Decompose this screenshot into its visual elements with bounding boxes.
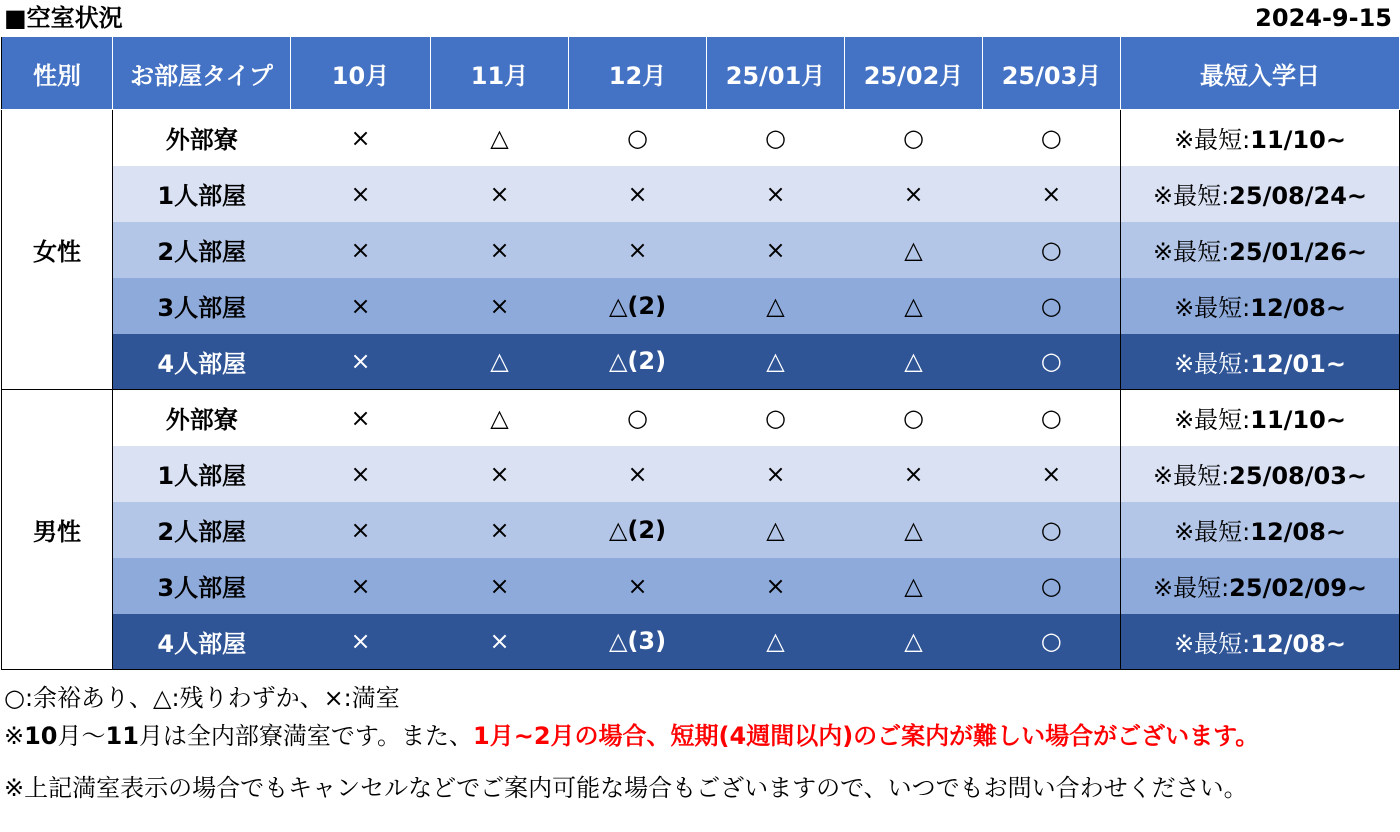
table-row: [2, 110, 1400, 166]
earliest-date-cell: [1121, 446, 1400, 502]
table-row: [2, 502, 1400, 558]
col-header-2503: 25/03月: [983, 37, 1121, 110]
availability-cell: ×: [845, 446, 983, 502]
room-type-cell: 3人部屋: [113, 278, 291, 334]
availability-cell: ○: [983, 110, 1121, 166]
earliest-prefix: ※最短:: [1152, 462, 1230, 490]
table-row: [2, 446, 1400, 502]
availability-cell: ×: [845, 166, 983, 222]
availability-cell: ×: [431, 502, 569, 558]
availability-cell: △: [845, 558, 983, 614]
availability-cell: △: [707, 278, 845, 334]
gender-cell: 女性: [2, 110, 113, 390]
earliest-date-cell: [1121, 558, 1400, 614]
table-row: [2, 334, 1400, 390]
room-type-cell: 1人部屋: [113, 166, 291, 222]
availability-cell: ×: [707, 166, 845, 222]
note-cancellation: ※上記満室表示の場合でもキャンセルなどでご案内可能な場合もございますので、いつでもお問い合わせください。: [4, 774, 1248, 802]
availability-cell: ×: [431, 166, 569, 222]
legend-note: ○:余裕あり、△:残りわずか、×:満室: [4, 684, 400, 712]
availability-cell: ○: [983, 222, 1121, 278]
availability-cell: ×: [431, 558, 569, 614]
room-type-cell: 1人部屋: [113, 446, 291, 502]
availability-cell: ×: [569, 222, 707, 278]
availability-cell: ○: [707, 110, 845, 166]
availability-cell: ○: [983, 502, 1121, 558]
availability-cell: ×: [291, 166, 431, 222]
header-row: [2, 37, 1400, 110]
availability-cell: ×: [291, 334, 431, 390]
page-title: ■空室状況: [4, 4, 123, 32]
room-type-cell: 外部寮: [113, 390, 291, 446]
availability-cell: ×: [569, 446, 707, 502]
availability-cell: △: [845, 334, 983, 390]
note-period-prefix: ※: [4, 722, 25, 750]
earliest-date-value: 12/08~: [1250, 518, 1346, 546]
earliest-date-value: 25/08/24~: [1229, 182, 1368, 210]
col-header-room-type: お部屋タイプ: [113, 37, 291, 110]
top-bar: [0, 0, 1400, 36]
earliest-date-value: 12/08~: [1250, 294, 1346, 322]
room-type-cell: 4人部屋: [113, 614, 291, 670]
note-period-num2: 11: [105, 722, 139, 750]
table-row: [2, 558, 1400, 614]
earliest-date-cell: [1121, 390, 1400, 446]
notes: [4, 672, 1394, 820]
earliest-date-cell: [1121, 166, 1400, 222]
availability-cell: △: [845, 502, 983, 558]
earliest-prefix: ※最短:: [1174, 629, 1251, 658]
availability-cell: ×: [431, 222, 569, 278]
earliest-prefix: ※最短:: [1174, 406, 1251, 435]
earliest-date-value: 12/01~: [1250, 349, 1346, 378]
room-type-cell: 2人部屋: [113, 502, 291, 558]
earliest-date-value: 11/10~: [1250, 406, 1346, 435]
col-header-gender: 性別: [2, 37, 113, 110]
availability-cell: ×: [291, 446, 431, 502]
earliest-date-cell: [1121, 614, 1400, 670]
availability-cell: ○: [707, 390, 845, 446]
availability-cell: ×: [291, 390, 431, 446]
availability-cell: △: [431, 390, 569, 446]
availability-cell: ×: [431, 278, 569, 334]
availability-cell: ○: [983, 558, 1121, 614]
earliest-date-cell: [1121, 334, 1400, 390]
room-type-cell: 4人部屋: [113, 334, 291, 390]
earliest-date-value: 25/08/03~: [1229, 462, 1368, 490]
availability-cell: ×: [569, 166, 707, 222]
availability-cell: △: [845, 614, 983, 670]
availability-cell: ○: [983, 614, 1121, 670]
note-period-text2: 月は全内部寮満室です。また、: [138, 722, 474, 750]
availability-cell: ×: [707, 222, 845, 278]
col-header-nov: 11月: [431, 37, 569, 110]
availability-cell: △: [845, 222, 983, 278]
availability-cell: ○: [983, 334, 1121, 390]
availability-cell: △: [707, 502, 845, 558]
note-period-num1: 10: [24, 722, 58, 750]
availability-cell: ×: [707, 446, 845, 502]
earliest-date-cell: [1121, 278, 1400, 334]
availability-cell: ×: [291, 278, 431, 334]
table-row: [2, 614, 1400, 670]
table-row: [2, 390, 1400, 446]
earliest-date-value: 12/08~: [1250, 629, 1346, 658]
availability-cell: △: [845, 278, 983, 334]
availability-cell: ×: [983, 446, 1121, 502]
availability-cell: △: [431, 110, 569, 166]
col-header-2501: 25/01月: [707, 37, 845, 110]
note-period-text1: 月～: [57, 722, 106, 750]
earliest-date-cell: [1121, 110, 1400, 166]
availability-cell: △(2): [569, 278, 707, 334]
availability-cell: ×: [569, 558, 707, 614]
availability-cell: ×: [291, 222, 431, 278]
availability-cell: ○: [569, 110, 707, 166]
earliest-date-cell: [1121, 502, 1400, 558]
col-header-earliest: 最短入学日: [1121, 37, 1400, 110]
availability-cell: △(2): [569, 502, 707, 558]
earliest-prefix: ※最短:: [1174, 294, 1251, 322]
col-header-oct: 10月: [291, 37, 431, 110]
note-period-warning: 1月~2月の場合、短期(4週間以内)のご案内が難しい場合がございます。: [473, 722, 1260, 750]
availability-cell: ○: [983, 278, 1121, 334]
availability-cell: ○: [845, 110, 983, 166]
earliest-prefix: ※最短:: [1152, 238, 1230, 266]
room-type-cell: 外部寮: [113, 110, 291, 166]
col-header-2502: 25/02月: [845, 37, 983, 110]
availability-cell: △: [707, 334, 845, 390]
note-period: [4, 716, 1394, 768]
availability-cell: ×: [291, 110, 431, 166]
availability-cell: ○: [569, 390, 707, 446]
table-body: [2, 110, 1400, 670]
availability-cell: △(2): [569, 334, 707, 390]
page-date: 2024-9-15: [1255, 4, 1392, 32]
table-row: [2, 166, 1400, 222]
table-row: [2, 278, 1400, 334]
earliest-date-cell: [1121, 222, 1400, 278]
availability-cell: △: [707, 614, 845, 670]
earliest-prefix: ※最短:: [1152, 574, 1230, 602]
availability-cell: ×: [983, 166, 1121, 222]
availability-cell: △(3): [569, 614, 707, 670]
availability-cell: ×: [291, 558, 431, 614]
availability-cell: ×: [707, 558, 845, 614]
earliest-date-value: 11/10~: [1250, 126, 1346, 155]
availability-table: [1, 36, 1400, 670]
room-type-cell: 2人部屋: [113, 222, 291, 278]
earliest-prefix: ※最短:: [1174, 518, 1251, 546]
availability-cell: ×: [431, 446, 569, 502]
earliest-prefix: ※最短:: [1152, 182, 1230, 210]
table-row: [2, 222, 1400, 278]
availability-cell: ○: [983, 390, 1121, 446]
availability-cell: △: [431, 334, 569, 390]
availability-cell: ×: [431, 614, 569, 670]
gender-cell: 男性: [2, 390, 113, 670]
earliest-date-value: 25/01/26~: [1229, 238, 1368, 266]
earliest-prefix: ※最短:: [1174, 349, 1251, 378]
availability-cell: ×: [291, 614, 431, 670]
earliest-date-value: 25/02/09~: [1229, 574, 1368, 602]
room-type-cell: 3人部屋: [113, 558, 291, 614]
earliest-prefix: ※最短:: [1174, 126, 1251, 155]
availability-cell: ○: [845, 390, 983, 446]
availability-cell: ×: [291, 502, 431, 558]
col-header-dec: 12月: [569, 37, 707, 110]
